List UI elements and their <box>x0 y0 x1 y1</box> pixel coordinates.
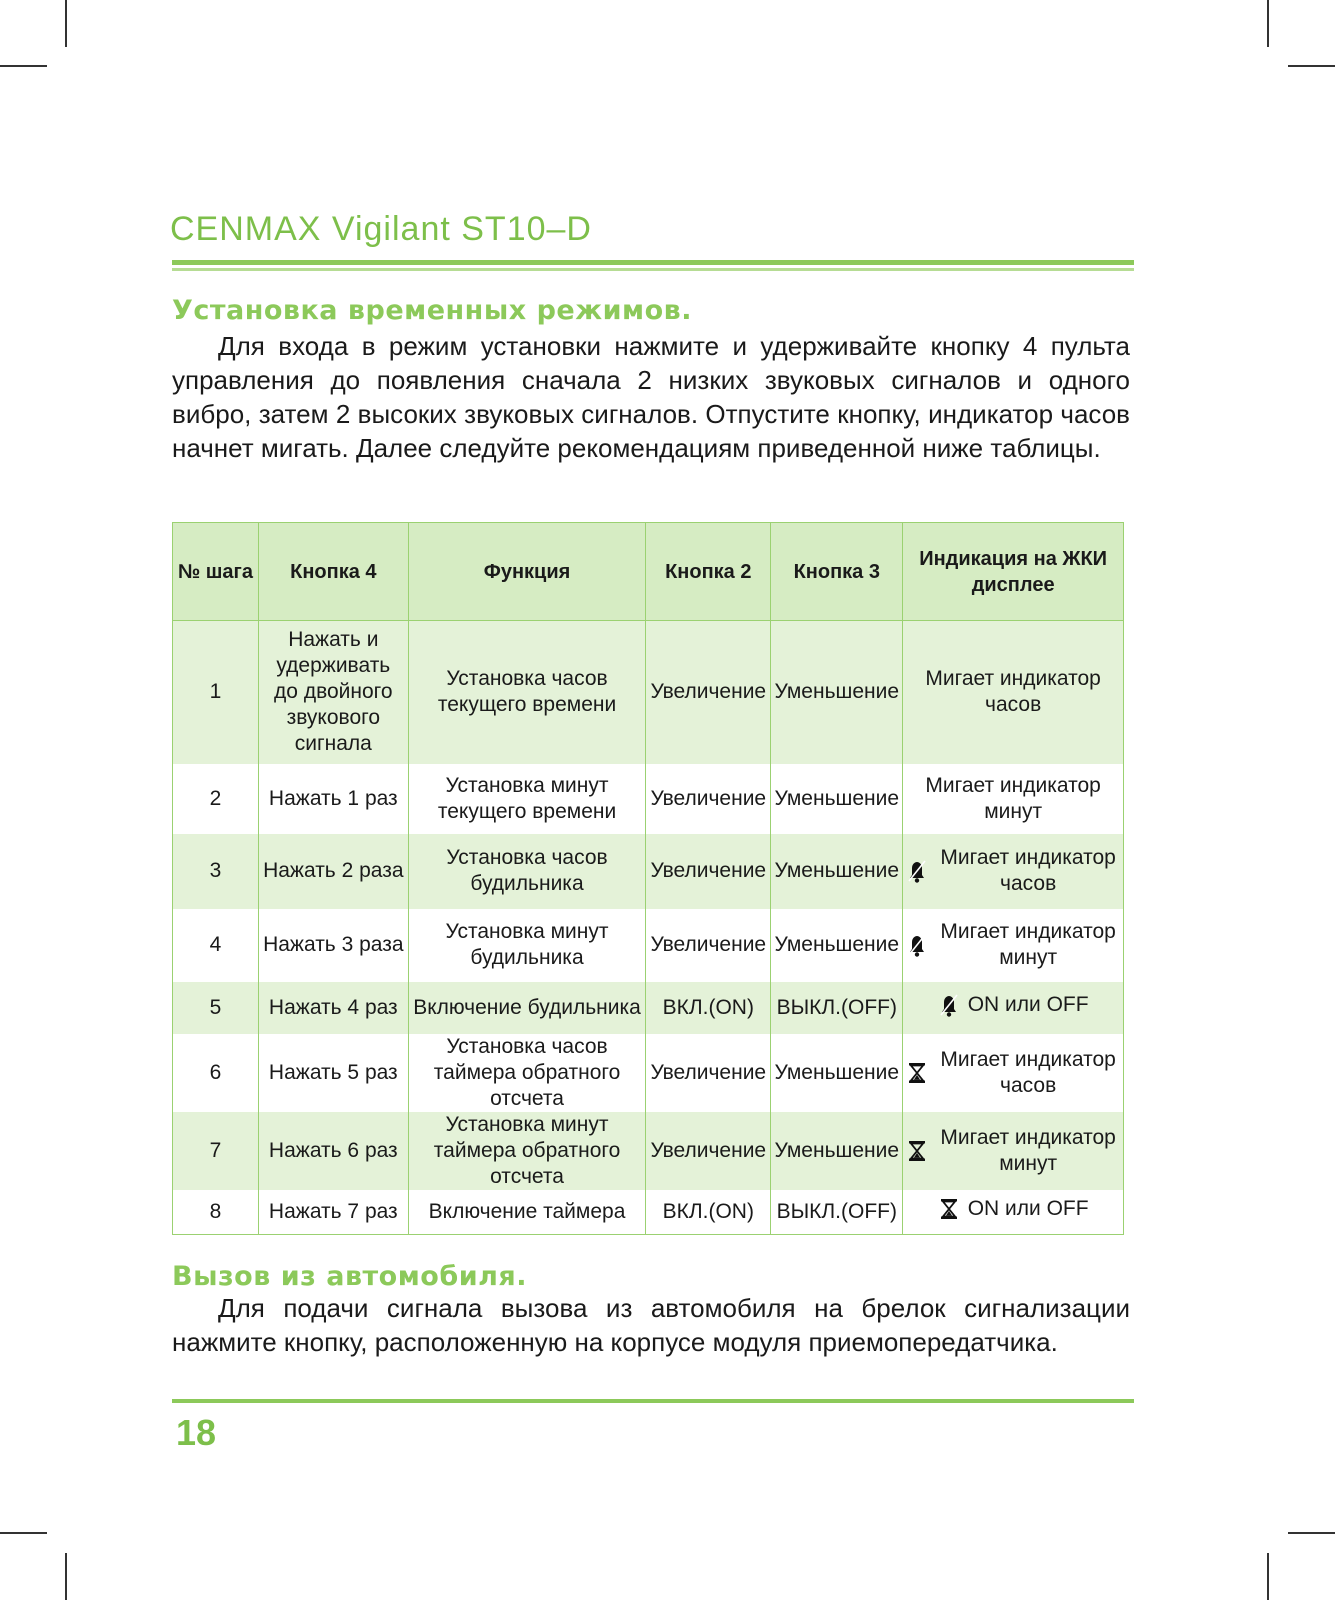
button2-cell: Увеличение <box>646 909 771 982</box>
column-header: № шага <box>173 523 259 621</box>
hourglass-icon <box>906 1139 928 1163</box>
hourglass-icon <box>938 1197 960 1221</box>
column-header: Кнопка 3 <box>771 523 903 621</box>
table-row <box>173 1190 1124 1235</box>
button4-cell: Нажать 2 раза <box>258 834 408 909</box>
indication-cell <box>903 1190 1124 1235</box>
section-body-time-modes: Для входа в режим установки нажмите и удерживайте кнопку 4 пульта управления до появления сначала 2 низких звуковых сигналов и одного вибро, затем 2 высоких звуковых сигналов. Отпустите кнопку, индикатор часов начнет мигать. Далее следуйте рекомендациям приведенной ниже таблицы. <box>172 331 1130 463</box>
indication-text: Мигает индикатор минут <box>925 773 1101 823</box>
button3-cell: ВЫКЛ.(OFF) <box>771 1190 903 1235</box>
table-row <box>173 621 1124 764</box>
indication-text: Мигает индикатор минут <box>940 920 1116 969</box>
table-row <box>173 764 1124 834</box>
function-cell: Установка часов будильника <box>408 834 646 909</box>
button2-cell: ВКЛ.(ON) <box>646 1190 771 1235</box>
header-rule-thin <box>172 268 1134 271</box>
table-header-row <box>173 523 1124 621</box>
indication-cell <box>903 621 1124 764</box>
button4-cell: Нажать и удерживать до двойного звукового сигнала <box>258 621 408 764</box>
button2-cell: Увеличение <box>646 1034 771 1112</box>
button3-cell: ВЫКЛ.(OFF) <box>771 982 903 1034</box>
button4-cell: Нажать 6 раз <box>258 1112 408 1190</box>
crop-mark <box>1267 1553 1269 1600</box>
function-cell: Установка минут будильника <box>408 909 646 982</box>
button3-cell: Уменьшение <box>771 764 903 834</box>
indication-text: Мигает индикатор часов <box>925 667 1101 717</box>
indication-text: Мигает индикатор часов <box>940 1047 1116 1097</box>
step-cell: 5 <box>173 982 259 1034</box>
crop-mark <box>1288 1532 1335 1534</box>
indication-cell <box>903 1112 1124 1190</box>
button4-cell: Нажать 7 раз <box>258 1190 408 1235</box>
bell-icon <box>906 933 928 957</box>
crop-mark <box>0 1532 47 1534</box>
button2-cell: Увеличение <box>646 834 771 909</box>
crop-mark <box>65 0 67 47</box>
button3-cell: Уменьшение <box>771 834 903 909</box>
indication-text: Мигает индикатор часов <box>940 846 1116 895</box>
section-heading-time-modes: Установка временных режимов. <box>172 295 692 326</box>
section-heading-car-call: Вызов из автомобиля. <box>172 1261 527 1292</box>
hourglass-icon <box>906 1061 928 1085</box>
step-cell: 6 <box>173 1034 259 1112</box>
indication-cell <box>903 1034 1124 1112</box>
function-cell: Установка минут таймера обратного отсчета <box>408 1112 646 1190</box>
indication-text: ON или OFF <box>967 1196 1089 1220</box>
footer-rule <box>172 1399 1134 1403</box>
crop-mark <box>0 65 47 67</box>
document-title: CENMAX Vigilant ST10–D <box>170 210 592 248</box>
page-number: 18 <box>176 1412 217 1453</box>
bell-icon <box>938 993 960 1017</box>
table-row <box>173 1112 1124 1190</box>
button4-cell: Нажать 5 раз <box>258 1034 408 1112</box>
table-row <box>173 834 1124 909</box>
function-cell: Включение будильника <box>408 982 646 1034</box>
table-row <box>173 1034 1124 1112</box>
indication-text: ON или OFF <box>967 992 1089 1016</box>
function-cell: Включение таймера <box>408 1190 646 1235</box>
indication-cell <box>903 909 1124 982</box>
header-rule <box>172 260 1134 265</box>
bell-icon <box>906 859 928 883</box>
button3-cell: Уменьшение <box>771 621 903 764</box>
function-cell: Установка часов текущего времени <box>408 621 646 764</box>
settings-table <box>172 522 1124 1235</box>
button3-cell: Уменьшение <box>771 1112 903 1190</box>
section-body-car-call: Для подачи сигнала вызова из автомобиля на брелок сигнализации нажмите кнопку, расположенную на корпусе модуля приемопередатчика. <box>172 1293 1130 1357</box>
step-cell: 1 <box>173 621 259 764</box>
column-header: Индикация на ЖКИ дисплее <box>903 523 1124 621</box>
column-header: Кнопка 4 <box>258 523 408 621</box>
button4-cell: Нажать 3 раза <box>258 909 408 982</box>
crop-mark <box>65 1553 67 1600</box>
table-row <box>173 909 1124 982</box>
function-cell: Установка минут текущего времени <box>408 764 646 834</box>
column-header: Функция <box>408 523 646 621</box>
function-cell: Установка часов таймера обратного отсчета <box>408 1034 646 1112</box>
button4-cell: Нажать 4 раз <box>258 982 408 1034</box>
step-cell: 7 <box>173 1112 259 1190</box>
step-cell: 4 <box>173 909 259 982</box>
step-cell: 8 <box>173 1190 259 1235</box>
column-header: Кнопка 2 <box>646 523 771 621</box>
button3-cell: Уменьшение <box>771 1034 903 1112</box>
indication-cell <box>903 834 1124 909</box>
button2-cell: Увеличение <box>646 621 771 764</box>
table-row <box>173 982 1124 1034</box>
button2-cell: ВКЛ.(ON) <box>646 982 771 1034</box>
button2-cell: Увеличение <box>646 1112 771 1190</box>
button4-cell: Нажать 1 раз <box>258 764 408 834</box>
step-cell: 3 <box>173 834 259 909</box>
button3-cell: Уменьшение <box>771 909 903 982</box>
indication-text: Мигает индикатор минут <box>940 1125 1116 1175</box>
crop-mark <box>1288 65 1335 67</box>
indication-cell <box>903 764 1124 834</box>
button2-cell: Увеличение <box>646 764 771 834</box>
step-cell: 2 <box>173 764 259 834</box>
indication-cell <box>903 982 1124 1034</box>
crop-mark <box>1267 0 1269 47</box>
